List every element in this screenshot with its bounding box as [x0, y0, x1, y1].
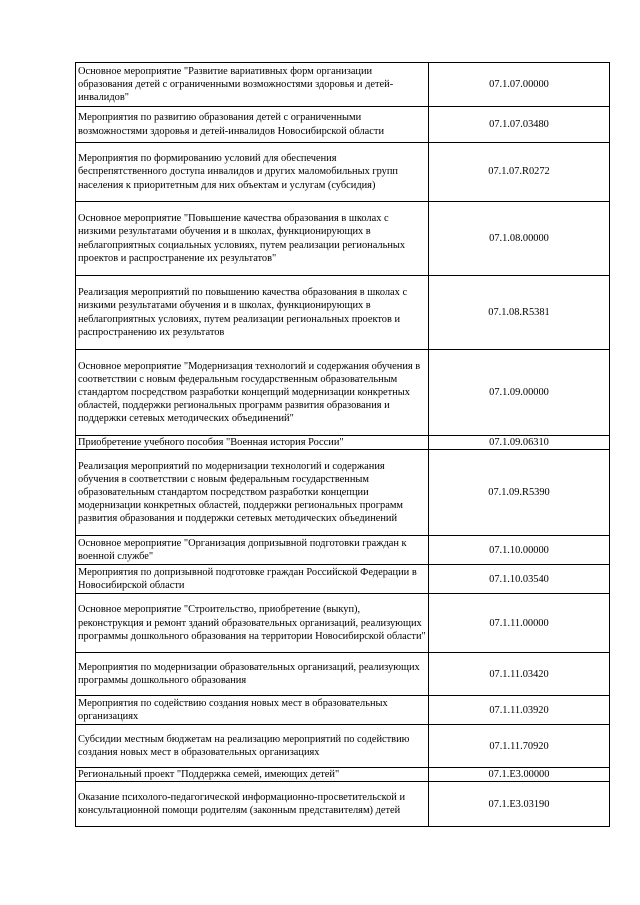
- budget-code-cell: 07.1.11.70920: [429, 725, 610, 768]
- table-row: [76, 350, 610, 436]
- table-row: [76, 594, 610, 653]
- budget-code-cell: 07.1.09.06310: [429, 436, 610, 450]
- activity-name-cell: Субсидии местным бюджетам на реализацию мероприятий по содействию создания новых мест в образовательных организациях: [76, 725, 429, 768]
- budget-code-cell: 07.1.11.00000: [429, 594, 610, 653]
- table-row: [76, 768, 610, 782]
- budget-code-cell: 07.1.10.00000: [429, 536, 610, 565]
- budget-classification-table: [75, 62, 610, 827]
- table-row: [76, 696, 610, 725]
- table-row: [76, 450, 610, 536]
- table-row: [76, 276, 610, 350]
- table-row: [76, 653, 610, 696]
- budget-code-cell: 07.1.10.03540: [429, 565, 610, 594]
- activity-name-cell: Основное мероприятие "Модернизация технологий и содержания обучения в соответствии с новым федеральным государственным образовательным стандартом посредством разработки концепций модернизации конкретных областей, поддержки региональных программ развития образования и поддержки сетевых методических объединений": [76, 350, 429, 436]
- activity-name-cell: Региональный проект "Поддержка семей, имеющих детей": [76, 768, 429, 782]
- activity-name-cell: Мероприятия по модернизации образовательных организаций, реализующих программы дошкольного образования: [76, 653, 429, 696]
- activity-name-cell: Основное мероприятие "Организация допризывной подготовки граждан к военной службе": [76, 536, 429, 565]
- table-row: [76, 782, 610, 827]
- activity-name-cell: Оказание психолого-педагогической информационно-просветительской и консультационной помощи родителям (законным представителям) детей: [76, 782, 429, 827]
- activity-name-cell: Приобретение учебного пособия "Военная история России": [76, 436, 429, 450]
- table-row: [76, 436, 610, 450]
- activity-name-cell: Основное мероприятие "Повышение качества образования в школах с низкими результатами обучения и в школах, функционирующих в неблагоприятных социальных условиях, путем реализации региональных проектов и распространение их результатов": [76, 202, 429, 276]
- activity-name-cell: Мероприятия по формированию условий для обеспечения беспрепятственного доступа инвалидов и других маломобильных групп населения к приоритетным для них объектам и услугам (субсидия): [76, 143, 429, 202]
- budget-code-cell: 07.1.07.00000: [429, 63, 610, 107]
- table-row: [76, 107, 610, 143]
- budget-code-cell: 07.1.11.03920: [429, 696, 610, 725]
- table-body: [76, 63, 610, 827]
- table-row: [76, 202, 610, 276]
- budget-code-cell: 07.1.E3.00000: [429, 768, 610, 782]
- budget-code-cell: 07.1.09.R5390: [429, 450, 610, 536]
- table-row: [76, 143, 610, 202]
- table-row: [76, 63, 610, 107]
- table-row: [76, 565, 610, 594]
- table-row: [76, 725, 610, 768]
- budget-code-cell: 07.1.08.R5381: [429, 276, 610, 350]
- budget-code-cell: 07.1.11.03420: [429, 653, 610, 696]
- activity-name-cell: Основное мероприятие "Строительство, приобретение (выкуп), реконструкция и ремонт зданий образовательных организаций, реализующих программы дошкольного образования на территории Новосибирской области": [76, 594, 429, 653]
- budget-code-cell: 07.1.08.00000: [429, 202, 610, 276]
- budget-code-cell: 07.1.07.03480: [429, 107, 610, 143]
- activity-name-cell: Мероприятия по допризывной подготовке граждан Российской Федерации в Новосибирской области: [76, 565, 429, 594]
- activity-name-cell: Реализация мероприятий по модернизации технологий и содержания обучения в соответствии с новым федеральным государственным образовательным стандартом посредством разработки концепции модернизации конкретных областей, поддержки региональных программ развития образования и поддержки сетевых методических объединений: [76, 450, 429, 536]
- table-row: [76, 536, 610, 565]
- budget-code-cell: 07.1.E3.03190: [429, 782, 610, 827]
- activity-name-cell: Реализация мероприятий по повышению качества образования в школах с низкими результатами обучения и в школах, функционирующих в неблагоприятных условиях, путем реализации региональных проектов и распространению их результатов: [76, 276, 429, 350]
- budget-code-cell: 07.1.07.R0272: [429, 143, 610, 202]
- activity-name-cell: Мероприятия по развитию образования детей с ограниченными возможностями здоровья и детей-инвалидов Новосибирской области: [76, 107, 429, 143]
- activity-name-cell: Мероприятия по содействию создания новых мест в образовательных организациях: [76, 696, 429, 725]
- activity-name-cell: Основное мероприятие "Развитие вариативных форм организации образования детей с ограниченными возможностями здоровья и детей-инвалидов": [76, 63, 429, 107]
- budget-code-cell: 07.1.09.00000: [429, 350, 610, 436]
